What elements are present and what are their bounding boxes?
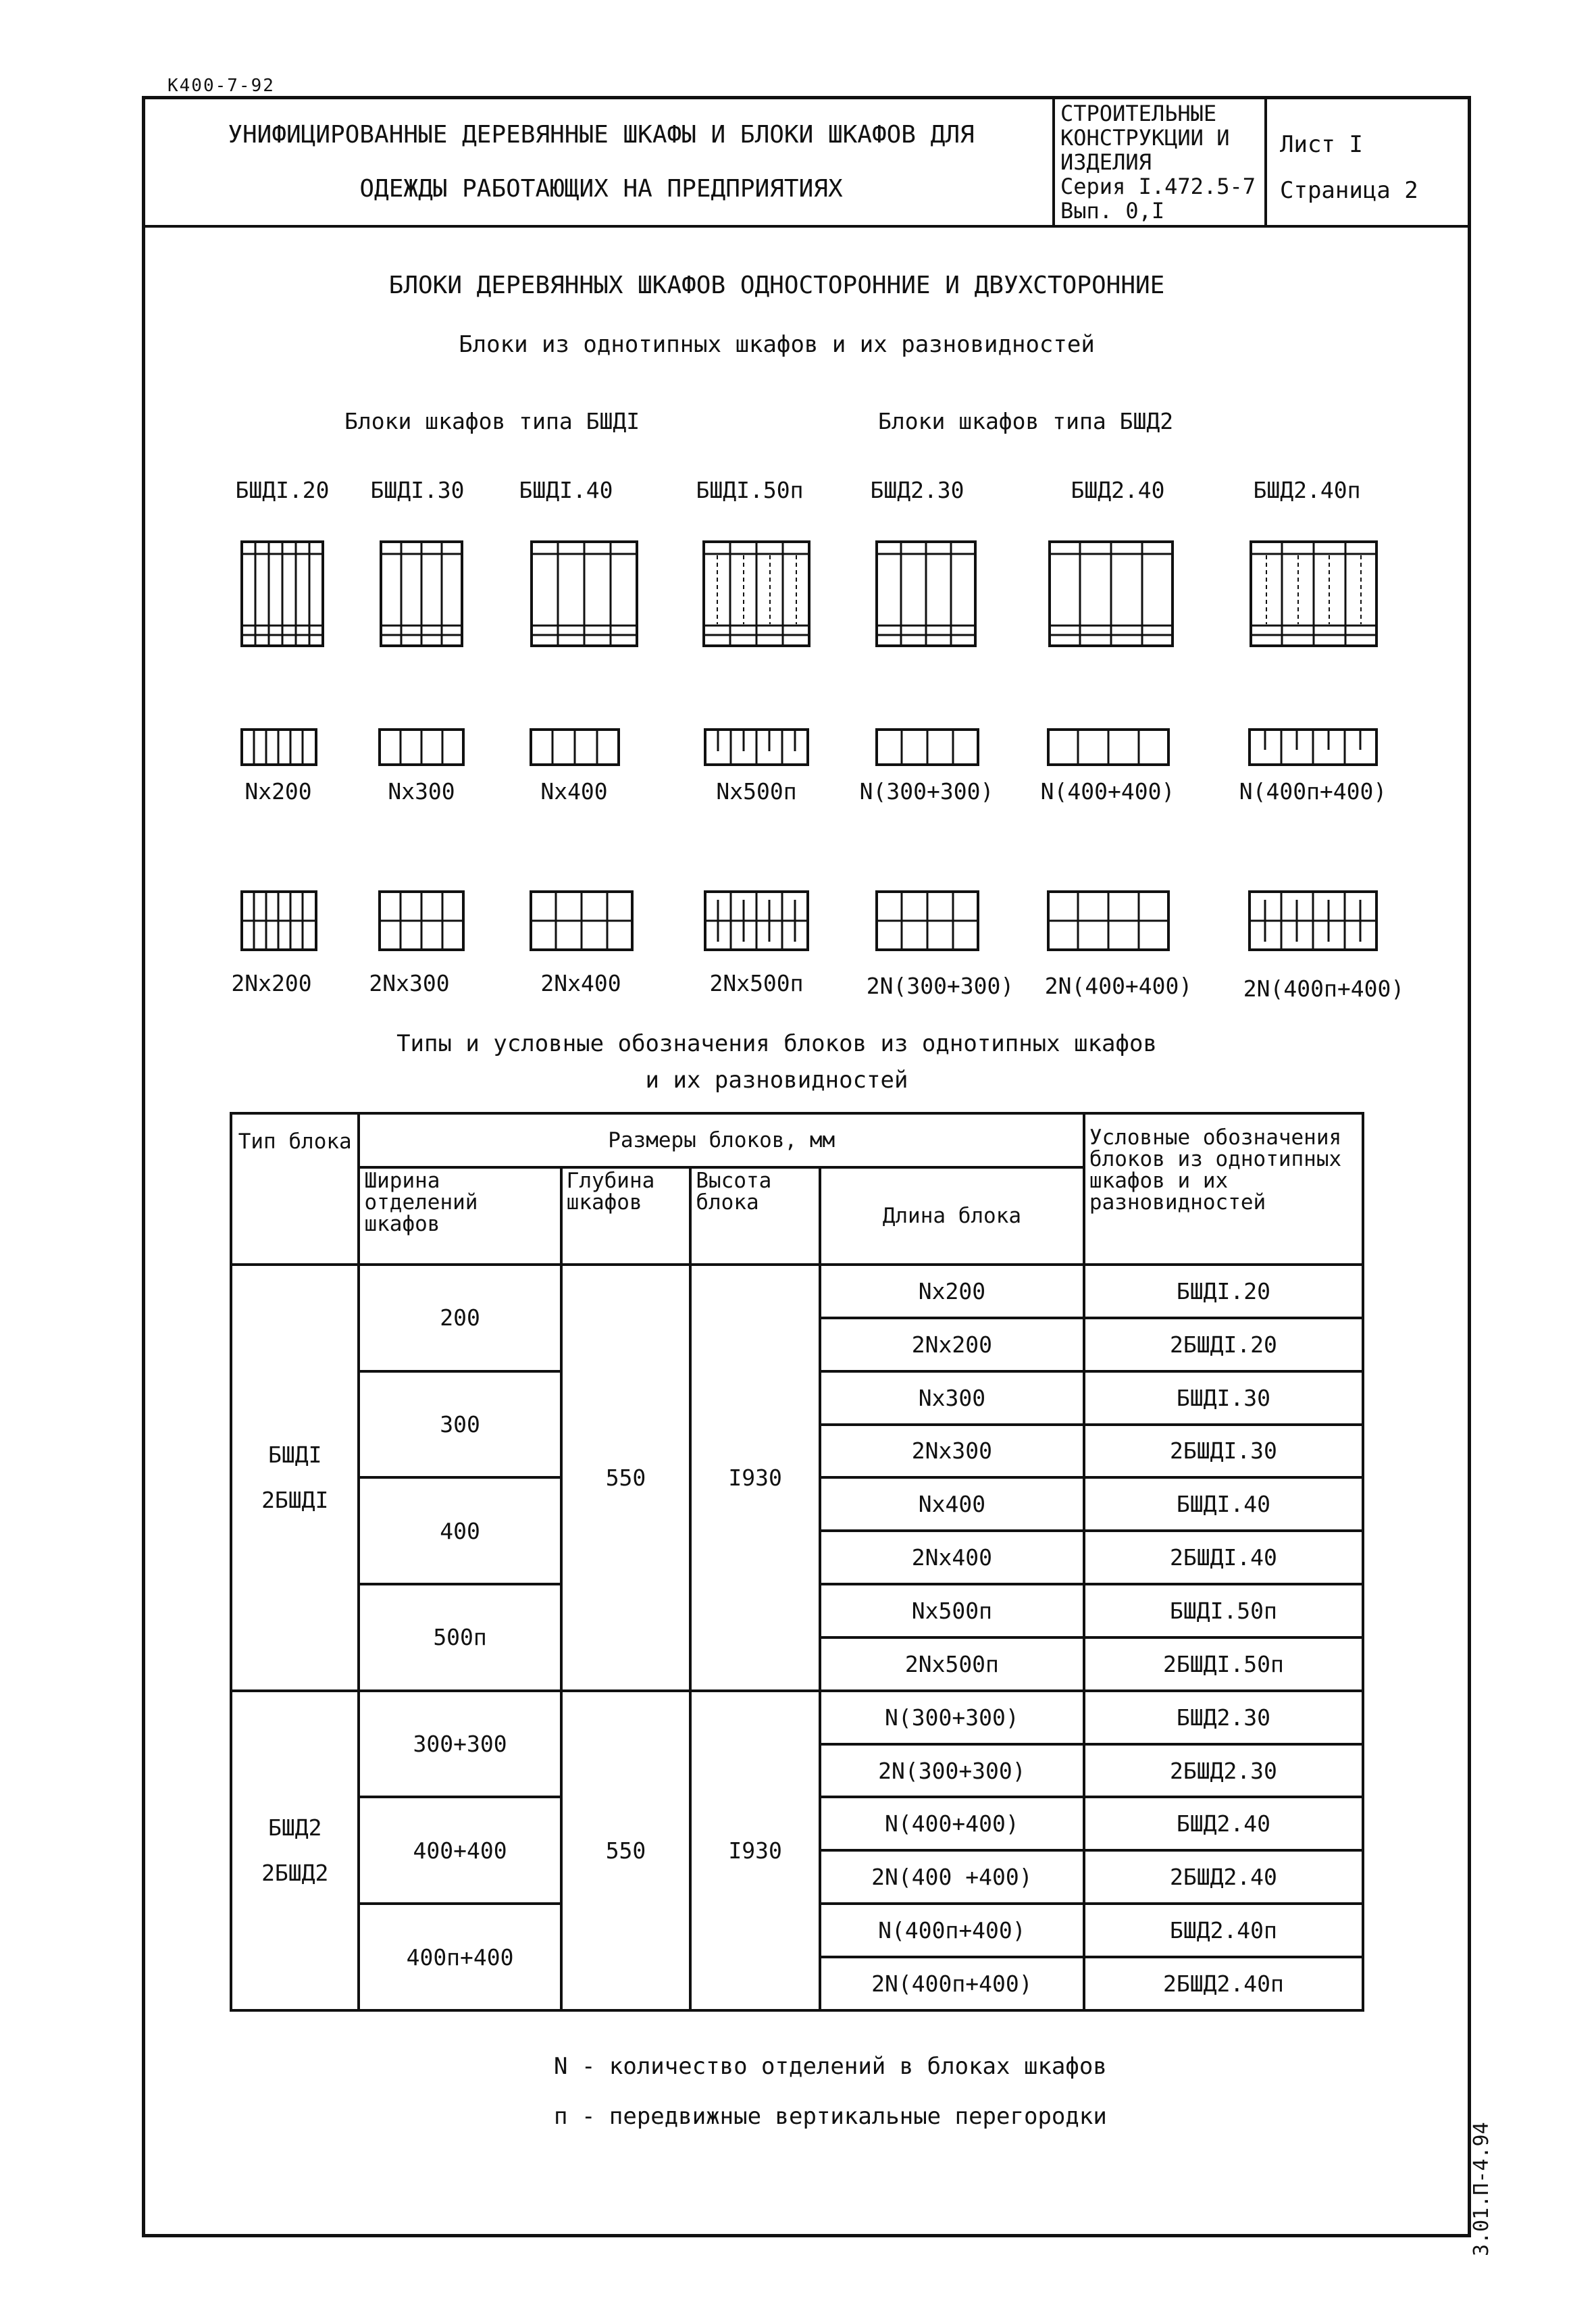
block-elevation-drawing xyxy=(380,540,463,647)
designation-cell: БШДI.30 xyxy=(1084,1371,1363,1425)
two-sided-label: 2Nx300 xyxy=(369,970,450,996)
table-row xyxy=(231,1265,1363,1318)
length-cell: 2N(400п+400) xyxy=(820,1957,1084,2010)
designation-cell: БШДI.50п xyxy=(1084,1584,1363,1637)
header-height: Высота блока xyxy=(690,1167,820,1265)
two-sided-label: 2Nx400 xyxy=(540,970,621,996)
designation-cell: 2БШД2.40 xyxy=(1084,1850,1363,1904)
group-title-1: Блоки шкафов типа БШДI xyxy=(344,408,640,434)
header-series-line-1: СТРОИТЕЛЬНЫЕ xyxy=(1060,101,1217,126)
length-cell: N(300+300) xyxy=(820,1691,1084,1744)
types-title-line-1: Типы и условные обозначения блоков из однотипных шкафов xyxy=(396,1030,1157,1057)
header-divider xyxy=(142,225,1471,228)
page-number: Страница 2 xyxy=(1280,177,1418,204)
one-sided-plan-drawing xyxy=(704,728,809,766)
two-sided-label: 2N(300+300) xyxy=(866,973,1014,999)
header-title-line-1: УНИФИЦИРОВАННЫЕ ДЕРЕВЯННЫЕ ШКАФЫ И БЛОКИ ШКАФОВ ДЛЯ xyxy=(228,121,975,149)
two-sided-plan-drawing xyxy=(1047,890,1170,951)
block-elevation-drawing xyxy=(1048,540,1174,647)
block-types-table xyxy=(230,1112,1364,2012)
block-type-line-1: БШДI xyxy=(267,1442,322,1469)
header-divider-vertical-1 xyxy=(1052,96,1055,226)
block-code-label: БШДI.40 xyxy=(519,477,613,503)
block-code-label: БШД2.30 xyxy=(870,477,964,503)
length-cell: N(400п+400) xyxy=(820,1904,1084,1957)
width-cell: 200 xyxy=(359,1265,561,1371)
side-code: 3.01.П-4.94 xyxy=(1470,2122,1493,2256)
block-type-line-1: БШД2 xyxy=(267,1814,322,1841)
block-type-line-2: 2БШД2 xyxy=(261,1860,329,1887)
designation-cell: 2БШДI.30 xyxy=(1084,1425,1363,1478)
block-code-label: БШД2.40 xyxy=(1071,477,1165,503)
one-sided-label: Nx400 xyxy=(540,778,608,805)
one-sided-label: Nx500п xyxy=(716,778,797,805)
types-title xyxy=(203,1025,1351,1098)
two-sided-label: 2Nx500п xyxy=(709,970,804,996)
height-cell: I930 xyxy=(690,1265,820,1691)
length-cell: Nx500п xyxy=(820,1584,1084,1637)
block-elevation-drawing xyxy=(240,540,324,647)
block-elevation-drawing xyxy=(530,540,638,647)
two-sided-plan-drawing xyxy=(530,890,634,951)
header-divider-vertical-2 xyxy=(1264,96,1267,226)
width-cell: 300+300 xyxy=(359,1691,561,1798)
header-width: Ширина отделений шкафов xyxy=(359,1167,561,1265)
width-cell: 400 xyxy=(359,1477,561,1584)
one-sided-plan-drawing xyxy=(240,728,317,766)
types-title-line-2: и их разновидностей xyxy=(645,1067,908,1094)
one-sided-label: Nx200 xyxy=(244,778,312,805)
length-cell: 2Nx500п xyxy=(820,1637,1084,1691)
header-series-line-2: КОНСТРУКЦИИ И xyxy=(1060,125,1230,151)
one-sided-plan-drawing xyxy=(378,728,465,766)
designation-cell: БШДI.40 xyxy=(1084,1477,1363,1531)
length-cell: 2N(400 +400) xyxy=(820,1850,1084,1904)
sub-title: Блоки из однотипных шкафов и их разновидностей xyxy=(459,331,1095,358)
header-block-sizes: Размеры блоков, мм xyxy=(359,1113,1083,1167)
header-designation: Условные обозначения блоков из однотипных шкафов и их разновидностей xyxy=(1084,1113,1363,1265)
block-elevation-drawing xyxy=(1250,540,1378,647)
designation-cell: 2БШДI.40 xyxy=(1084,1531,1363,1584)
length-cell: 2Nx300 xyxy=(820,1425,1084,1478)
two-sided-label: 2N(400п+400) xyxy=(1243,975,1405,1002)
block-code-label: БШД2.40п xyxy=(1253,477,1361,503)
width-cell: 500п xyxy=(359,1584,561,1691)
block-type-cell xyxy=(231,1265,359,1691)
block-code-label: БШДI.50п xyxy=(696,477,804,503)
two-sided-plan-drawing xyxy=(378,890,465,951)
one-sided-label: N(300+300) xyxy=(859,778,994,805)
one-sided-label: Nx300 xyxy=(388,778,455,805)
block-type-line-2: 2БШДI xyxy=(261,1487,329,1514)
note-n: N - количество отделений в блоках шкафов xyxy=(554,2053,1107,2080)
two-sided-label: 2N(400+400) xyxy=(1044,973,1193,999)
designation-cell: 2БШДI.50п xyxy=(1084,1637,1363,1691)
designation-cell: БШД2.40п xyxy=(1084,1904,1363,1957)
one-sided-plan-drawing xyxy=(875,728,979,766)
length-cell: 2Nx200 xyxy=(820,1318,1084,1371)
block-code-label: БШДI.30 xyxy=(370,477,465,503)
header-sheet xyxy=(1280,122,1418,213)
one-sided-label: N(400+400) xyxy=(1040,778,1175,805)
one-sided-label: N(400п+400) xyxy=(1239,778,1387,805)
header-title-line-2: ОДЕЖДЫ РАБОТАЮЩИХ НА ПРЕДПРИЯТИЯХ xyxy=(359,175,843,203)
designation-cell: 2БШД2.40п xyxy=(1084,1957,1363,2010)
document-code: К400-7-92 xyxy=(168,76,275,96)
length-cell: Nx300 xyxy=(820,1371,1084,1425)
one-sided-plan-drawing xyxy=(1248,728,1378,766)
header-series-line-5: Вып. 0,I xyxy=(1060,198,1165,224)
header-title xyxy=(162,108,1040,216)
length-cell: Nx400 xyxy=(820,1477,1084,1531)
length-cell: 2N(300+300) xyxy=(820,1744,1084,1798)
block-code-label: БШДI.20 xyxy=(235,477,330,503)
table-row xyxy=(231,1691,1363,1744)
table-header-row xyxy=(231,1113,1363,1167)
header-length: Длина блока xyxy=(820,1167,1084,1265)
height-cell: I930 xyxy=(690,1691,820,2010)
length-cell: Nx200 xyxy=(820,1265,1084,1318)
two-sided-plan-drawing xyxy=(704,890,809,951)
width-cell: 400+400 xyxy=(359,1797,561,1904)
width-cell: 300 xyxy=(359,1371,561,1478)
length-cell: N(400+400) xyxy=(820,1797,1084,1850)
two-sided-plan-drawing xyxy=(240,890,317,951)
block-type-cell xyxy=(231,1691,359,2010)
one-sided-plan-drawing xyxy=(1047,728,1170,766)
group-title-2: Блоки шкафов типа БШД2 xyxy=(878,408,1174,434)
header-depth: Глубина шкафов xyxy=(561,1167,691,1265)
designation-cell: БШД2.30 xyxy=(1084,1691,1363,1744)
header-series-line-3: ИЗДЕЛИЯ xyxy=(1060,149,1152,175)
width-cell: 400п+400 xyxy=(359,1904,561,2010)
designation-cell: 2БШД2.30 xyxy=(1084,1744,1363,1798)
note-p: п - передвижные вертикальные перегородки xyxy=(554,2103,1107,2130)
depth-cell: 550 xyxy=(561,1265,691,1691)
designation-cell: БШД2.40 xyxy=(1084,1797,1363,1850)
notes xyxy=(554,2041,1107,2141)
main-title: БЛОКИ ДЕРЕВЯННЫХ ШКАФОВ ОДНОСТОРОННИЕ И ДВУХСТОРОННИЕ xyxy=(388,272,1165,299)
two-sided-label: 2Nx200 xyxy=(231,970,312,996)
two-sided-plan-drawing xyxy=(1248,890,1378,951)
two-sided-plan-drawing xyxy=(875,890,979,951)
header-series-line-4: Серия I.472.5-7 xyxy=(1060,174,1256,199)
designation-cell: 2БШДI.20 xyxy=(1084,1318,1363,1371)
block-elevation-drawing xyxy=(875,540,977,647)
length-cell: 2Nx400 xyxy=(820,1531,1084,1584)
header-series xyxy=(1060,101,1263,223)
block-elevation-drawing xyxy=(702,540,810,647)
designation-cell: БШДI.20 xyxy=(1084,1265,1363,1318)
sheet-number: Лист I xyxy=(1280,131,1363,158)
header-block-type: Тип блока xyxy=(231,1113,359,1265)
one-sided-plan-drawing xyxy=(530,728,620,766)
depth-cell: 550 xyxy=(561,1691,691,2010)
